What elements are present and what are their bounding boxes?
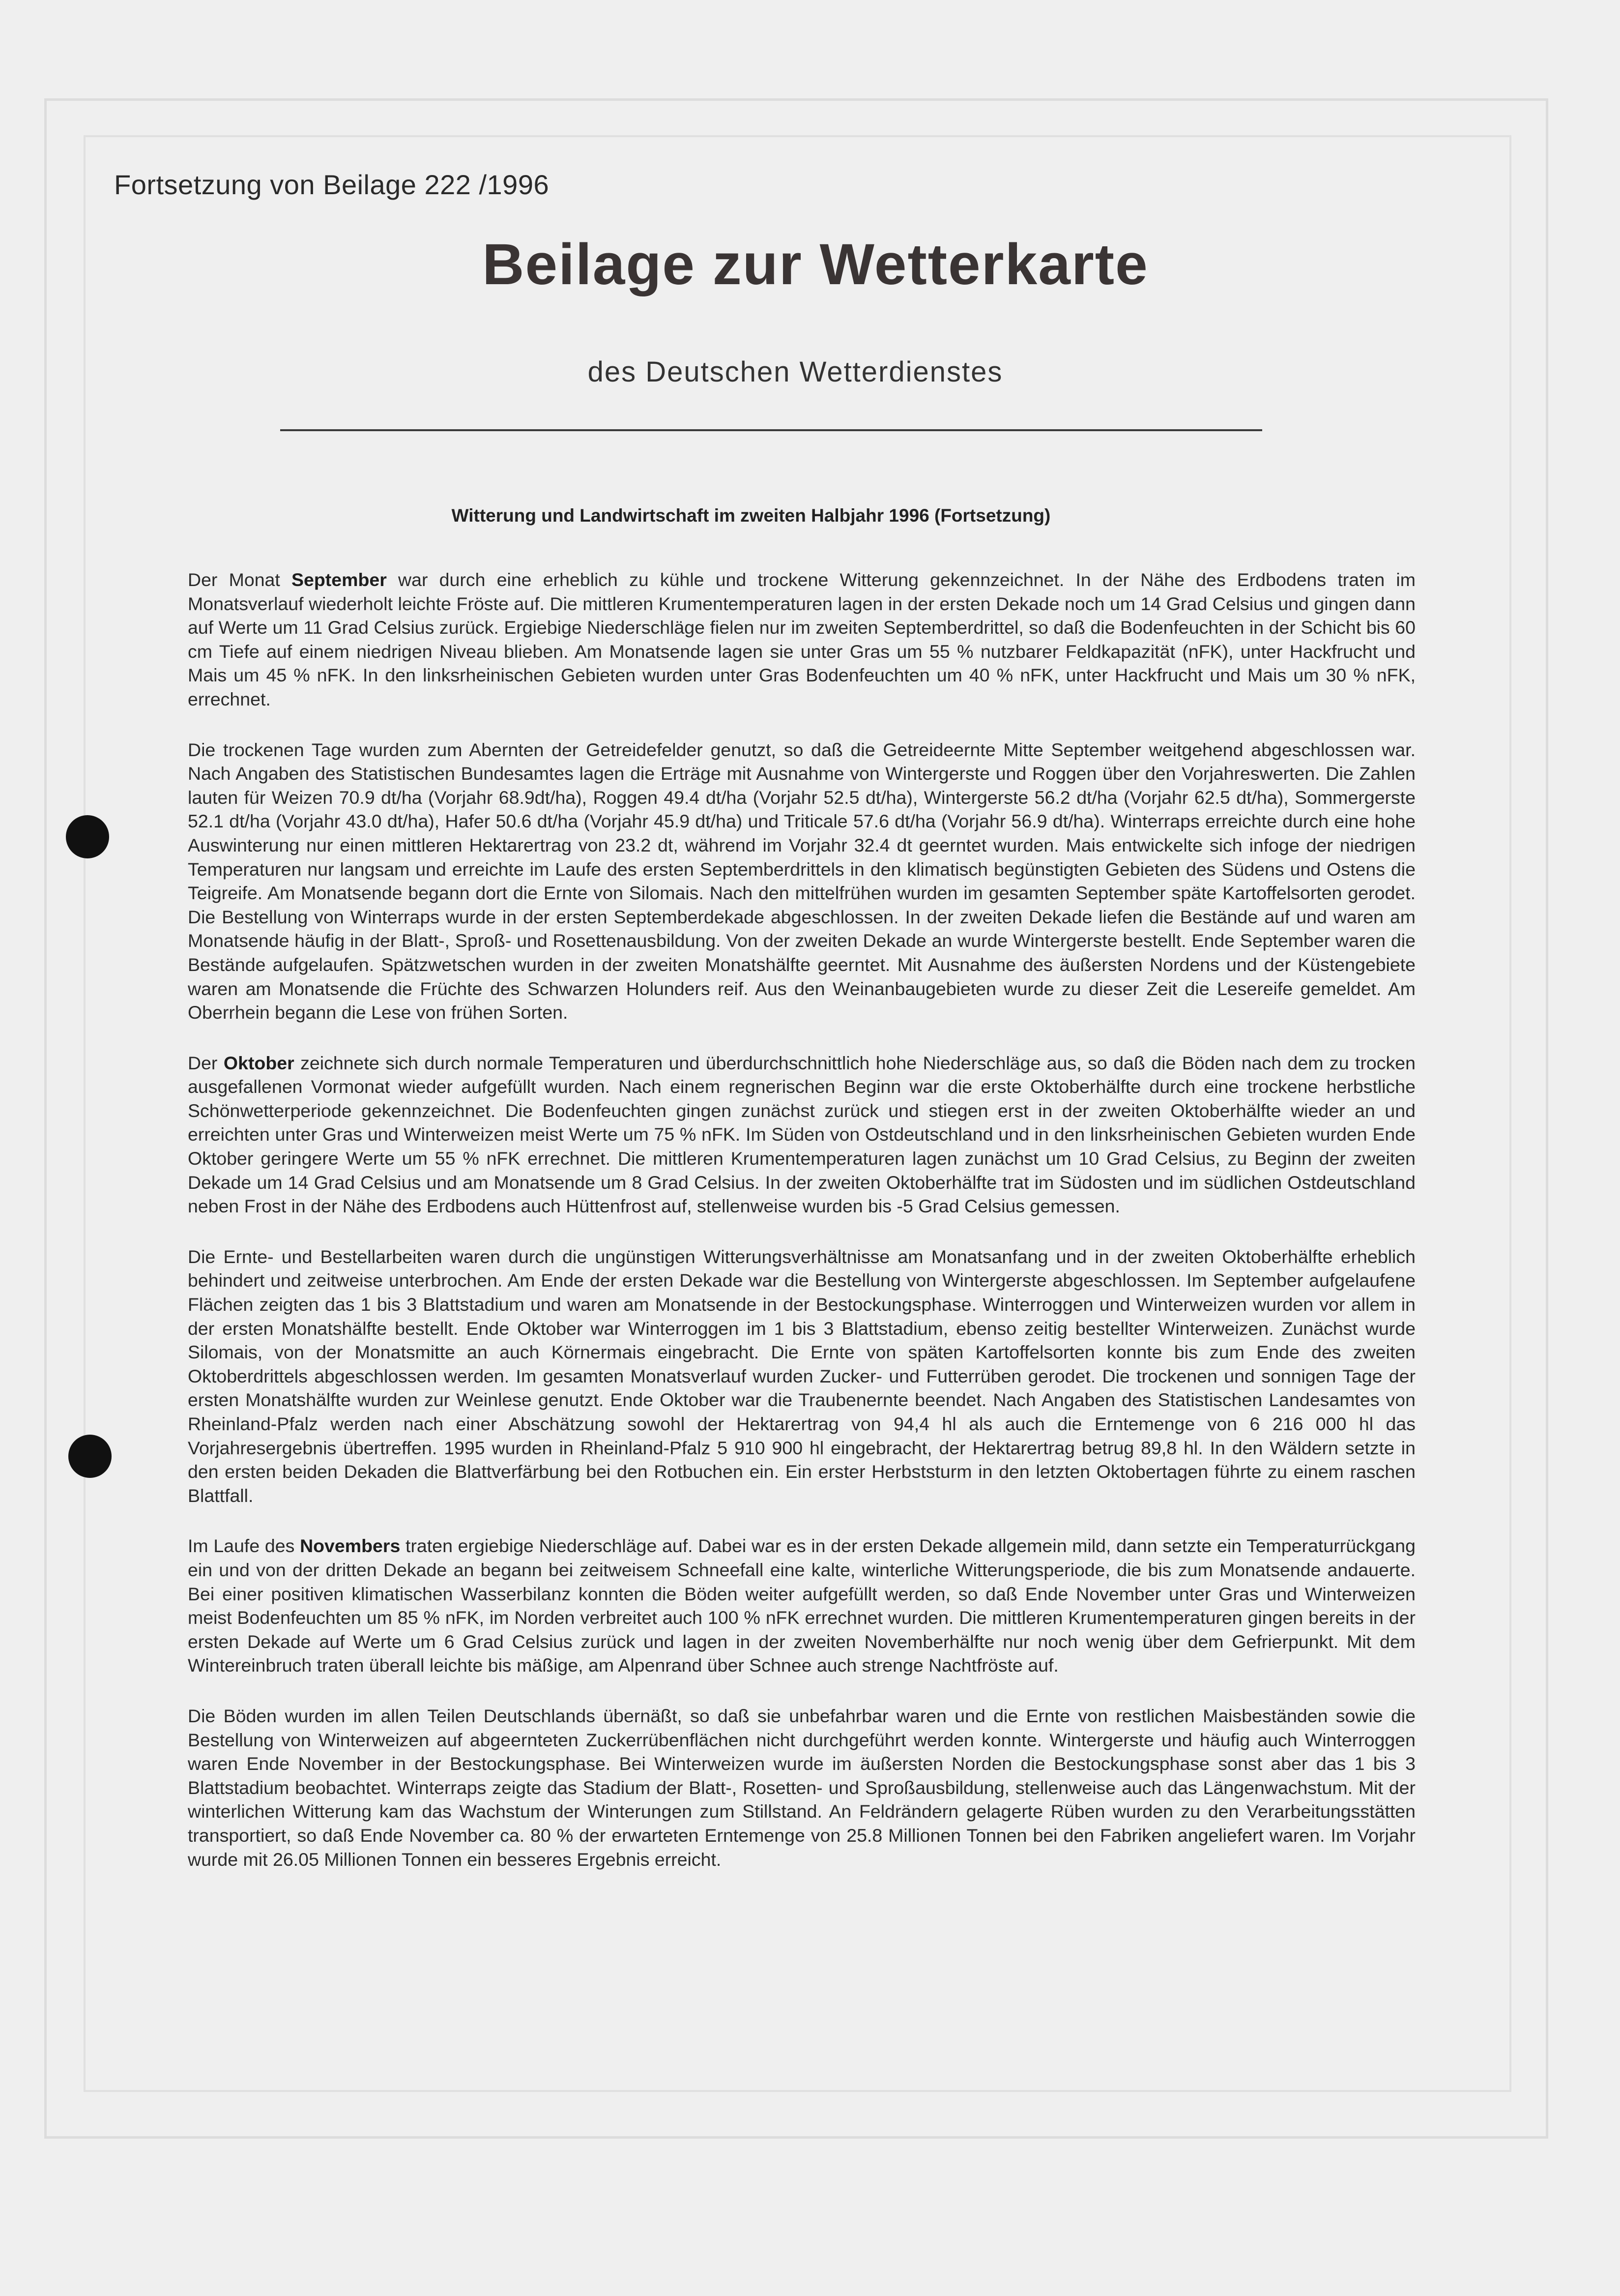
section-heading-text: Witterung und Landwirtschaft im zweiten Halbjahr 1996 (Fortsetzung) [451, 505, 1051, 526]
paragraph-text: Die Ernte- und Bestellarbeiten waren durch die ungünstigen Witterungsverhältnisse am Monatsanfang und in der zweiten Oktoberhälfte erheblich behindert und zeitweise unterbrochen. Am Ende der ersten Dekade war die Bestellung von Wintergerste abgeschlossen. Im September aufgelaufene Flächen zeigten das 1 bis 3 Blattstadium und waren am Monatsende in der Bestockungsphase. Winterroggen und Winterweizen wurden vor allem in der ersten Monatshälfte bestellt. Ende Oktober war Winterroggen im 1 bis 3 Blattstadium, ebenso zeitig bestellter Winterweizen. Zunächst wurde Silomais, von der Monatsmitte an auch Körnermais eingebracht. Die Ernte von späten Kartoffelsorten konnte bis zum Ende des zweiten Oktoberdrittels abgeschlossen werden. Im gesamten Monatsverlauf wurden Zucker- und Futterrüben gerodet. Die trockenen und sonnigen Tage der ersten Monatshälfte wurden zur Weinlese genutzt. Ende Oktober war die Traubenernte beendet. Nach Angaben des Statistischen Landesamtes von Rheinland-Pfalz werden nach einer Abschätzung sowohl der Hektarertrag von 94,4 hl als auch die Erntemenge von 6 216 000 hl das Vorjahresergebnis übertreffen. 1995 wurden in Rheinland-Pfalz 5 910 900 hl eingebracht, der Hektarertrag betrug 89,8 hl. In den Wäldern setzte in den ersten beiden Dekaden die Blattverfärbung bei den Rotbuchen ein. Ein erster Herbststurm in den letzten Oktobertagen führte zu einem raschen Blattfall. [188, 1246, 1416, 1506]
paragraph-text: war durch eine erheblich zu kühle und trockene Witterung gekennzeichnet. In der Nähe des Erdbodens traten im Monatsverlauf wiederholt leichte Fröste auf. Die mittleren Krumentemperaturen lagen in der ersten Dekade noch um 14 Grad Celsius und gingen dann auf Werte um 11 Grad Celsius zurück. Ergiebige Niederschläge fielen nur im zweiten Septemberdrittel, so daß die Bodenfeuchten in der Schicht bis 60 cm Tiefe auf einem niedrigen Niveau blieben. Am Monatsende lagen sie unter Gras um 55 % nutzbarer Feldkapazität (nFK), unter Hackfrucht und Mais um 45 % nFK. In den linksrheinischen Gebieten wurden unter Gras Bodenfeuchten um 40 % nFK, unter Hackfrucht und Mais um 30 % nFK, errechnet. [188, 569, 1416, 709]
continuation-note: Fortsetzung von Beilage 222 /1996 [114, 169, 550, 200]
page-subtitle-text: des Deutschen Wetterdienstes [587, 356, 1003, 388]
paragraph-text: Die Böden wurden im allen Teilen Deutschlands übernäßt, so daß sie unbefahrbar waren und die Ernte von restlichen Maisbeständen sowie die Bestellung von Winterweizen auf abgeernteten Zuckerrübenflächen nicht durchgeführt werden konnte. Wintergerste und häufig auch Winterroggen waren Ende November in der Bestockungsphase. Bei Winterweizen wurde im äußersten Norden die Bestockungsphase sonst aber das 1 bis 3 Blattstadium beobachtet. Winterraps zeigte das Stadium der Blatt-, Rosetten- und Sproßausbildung, stellenweise auch das Längenwachstum. Mit der winterlichen Witterung kam das Wachstum der Winterungen zum Stillstand. An Feldrändern gelagerte Rüben wurden zu den Verarbeitungsstätten transportiert, so daß Ende November ca. 80 % der erwarteten Erntemenge von 25.8 Millionen Tonnen bei den Fabriken angeliefert waren. Im Vorjahr wurde mit 26.05 Millionen Tonnen ein besseres Ergebnis erreicht. [188, 1705, 1416, 1870]
paragraph-lead: Der [188, 1052, 224, 1073]
paragraph-text: traten ergiebige Niederschläge auf. Dabei war es in der ersten Dekade allgemein mild, dann setzte ein Temperaturrückgang ein und von der dritten Dekade an begann bei zeitweisem Schneefall eine kalte, winterliche Witterungsperiode, die bis zum Monatsende andauerte. Bei einer positiven klimatischen Wasserbilanz konnten die Böden weiter aufgefüllt werden, so daß Ende November unter Gras und Winterweizen meist Bodenfeuchten um 85 % nFK, im Norden verbreitet auch 100 % nFK errechnet wurden. Die mittleren Krumentemperaturen gingen bereits in der ersten Dekade auf Werte um 6 Grad Celsius zurück und lagen in der zweiten Novemberhälfte nur noch wenig über dem Gefrierpunkt. Mit dem Wintereinbruch traten überall leichte bis mäßige, am Alpenrand über Schnee auch strenge Nachtfröste auf. [188, 1535, 1416, 1676]
month-keyword: September [291, 569, 387, 590]
paragraph-text: Die trockenen Tage wurden zum Abernten der Getreidefelder genutzt, so daß die Getreideernte Mitte September weitgehend abgeschlossen war. Nach Angaben des Statistischen Bundesamtes lagen die Erträge mit Ausnahme von Wintergerste und Roggen über den Vorjahreswerten. Die Zahlen lauten für Weizen 70.9 dt/ha (Vorjahr 68.9dt/ha), Roggen 49.4 dt/ha (Vorjahr 52.5 dt/ha), Wintergerste 56.2 dt/ha (Vorjahr 62.5 dt/ha), Sommergerste 52.1 dt/ha (Vorjahr 43.0 dt/ha), Hafer 50.6 dt/ha (Vorjahr 45.9 dt/ha) und Triticale 57.6 dt/ha (Vorjahr 56.9 dt/ha). Winterraps erreichte durch eine hohe Auswinterung nur einen mittleren Hektarertrag von 23.2 dt, während im Vorjahr 32.4 dt geerntet wurden. Mais entwickelte sich infoge der niedrigen Temperaturen nur langsam und erreichte im Laufe des ersten Septemberdrittels in den klimatisch begünstigten Gebieten des Südens und Ostens die Teigreife. Am Monatsende begann dort die Ernte von Silomais. Nach den mittelfrühen wurden im gesamten September späte Kartoffelsorten gerodet. Die Bestellung von Winterraps wurde in der ersten Septemberdekade abgeschlossen. In der zweiten Dekade liefen die Bestände auf und waren am Monatsende häufig in der Blatt-, Sproß- und Rosettenausbildung. Von der zweiten Dekade an wurde Wintergerste bestellt. Ende September waren die Bestände aufgelaufen. Spätzwetschen wurden in der zweiten Monatshälfte geerntet. Mit Ausnahme des äußersten Nordens und der Küstengebiete waren am Monatsende die Früchte des Schwarzen Holunders reif. Aus den Weinanbaugebieten wurde zu dieser Zeit die Lesereife gemeldet. Am Oberrhein begann die Lese von frühen Sorten. [188, 739, 1416, 1023]
paragraph-boeden [188, 1704, 1416, 1871]
month-keyword: Novembers [300, 1535, 401, 1557]
month-keyword: Oktober [223, 1052, 294, 1073]
paragraph-lead: Im Laufe des [188, 1535, 300, 1557]
punch-hole-bottom [68, 1435, 112, 1478]
paragraph-oktober [188, 1051, 1416, 1218]
article-body [188, 568, 1416, 1898]
title-divider [280, 429, 1262, 431]
page-title-text: Beilage zur Wetterkarte [482, 232, 1149, 297]
page-subtitle [0, 355, 1620, 388]
punch-hole-top [66, 815, 109, 858]
paragraph-lead: Der Monat [188, 569, 292, 590]
page-title [0, 231, 1620, 298]
paragraph-harvest [188, 738, 1416, 1025]
section-heading [0, 505, 1620, 526]
paragraph-text: zeichnete sich durch normale Temperaturen und überdurchschnittlich hohe Niederschläge aus, so daß die Böden nach dem zu trocken ausgefallenen Vormonat wieder aufgefüllt wurden. Nach einem regnerischen Beginn war die erste Oktoberhälfte durch eine trockene herbstliche Schönwetterperiode gekennzeichnet. Die Bodenfeuchten gingen zunächst zurück und stiegen erst in der zweiten Oktoberhälfte wieder an und erreichten unter Gras und Winterweizen meist Werte um 75 % nFK. Im Süden von Ostdeutschland und in den linksrheinischen Gebieten wurden Ende Oktober geringere Werte um 55 % nFK errechnet. Die mittleren Krumentemperaturen lagen zunächst um 10 Grad Celsius, zu Beginn der zweiten Dekade um 14 Grad Celsius und am Monatsende um 8 Grad Celsius. In der zweiten Oktoberhälfte trat im Südosten und im südlichen Ostdeutschland neben Frost in der Nähe des Erdbodens auch Hüttenfrost auf, stellenweise wurden bis -5 Grad Celsius gemessen. [188, 1052, 1416, 1217]
paragraph-november [188, 1534, 1416, 1678]
paragraph-ernte [188, 1245, 1416, 1508]
paragraph-september [188, 568, 1416, 711]
